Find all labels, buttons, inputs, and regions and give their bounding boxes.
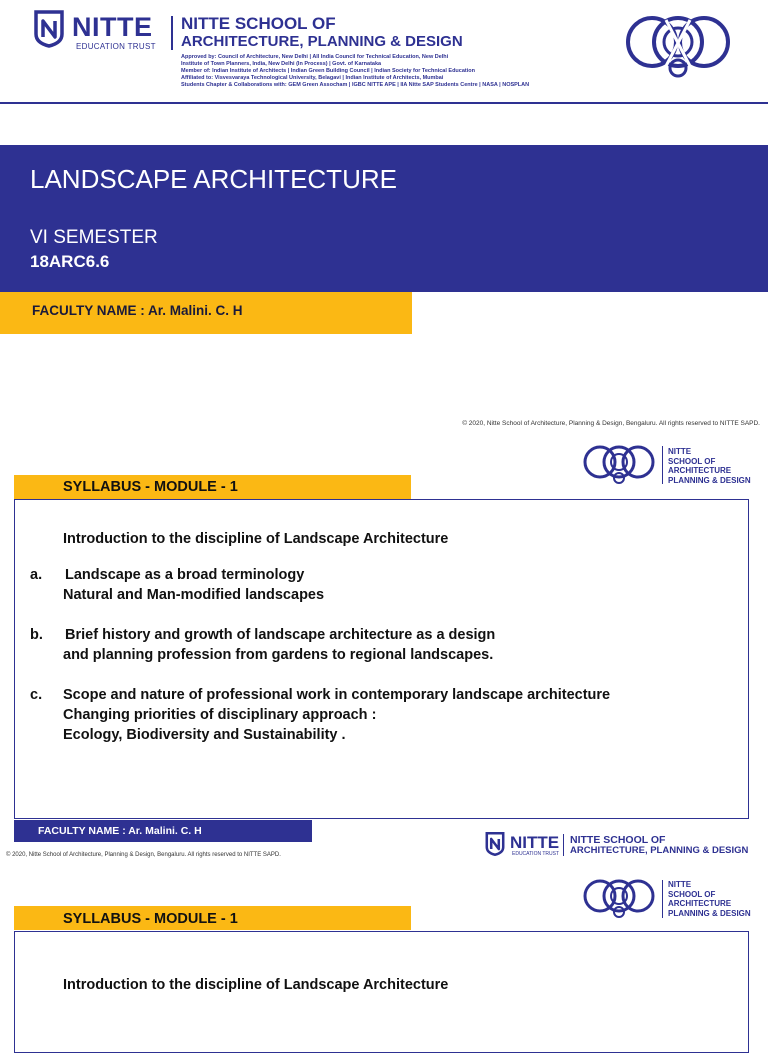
nitte-logo-wordmark: NITTE	[72, 12, 153, 42]
syllabus-intro: Introduction to the discipline of Landscape Architecture	[63, 977, 449, 993]
syllabus-item-line: and planning profession from gardens to regional landscapes.	[63, 647, 494, 663]
accreditation-line: Affiliated to: Visvesvaraya Technological University, Belagavi | Indian Institute of Architects, Mumbai	[181, 75, 444, 81]
school-name-line1: NITTE SCHOOL OF	[181, 14, 336, 33]
school-emblem-small-icon	[580, 874, 658, 922]
copyright-notice: © 2020, Nitte School of Architecture, Planning & Design, Bengaluru. All rights reserved to NITTE SAPD.	[462, 420, 760, 427]
item-marker: c.	[30, 687, 43, 703]
accreditation-line: Students Chapter & Collaborations with: GEM Green Assocham | IGBC NITTE APE | IIA Nitte SAP Students Centre | NASA | NOSPLAN	[181, 82, 530, 88]
item-marker: a.	[30, 567, 43, 583]
brand-divider	[662, 446, 663, 484]
accreditation-line: Member of: Indian Institute of Architects | Indian Green Building Council | Indian Society for Technical Education	[181, 68, 475, 74]
syllabus-item-line: Natural and Man-modified landscapes	[63, 587, 325, 603]
course-title: LANDSCAPE ARCHITECTURE	[30, 164, 397, 194]
mini-school-name: NITTE SCHOOL OF ARCHITECTURE PLANNING & DESIGN	[668, 880, 751, 918]
footer-logo-wordmark: NITTE	[510, 833, 560, 852]
accreditation-line: Institute of Town Planners, India, New Delhi (In Process) | Govt. of Karnataka	[181, 61, 382, 67]
mini-school-name: NITTE SCHOOL OF ARCHITECTURE PLANNING & DESIGN	[668, 447, 751, 485]
syllabus-item-line: Scope and nature of professional work in contemporary landscape architecture	[63, 687, 611, 703]
syllabus-item-line: Landscape as a broad terminology	[65, 567, 305, 583]
nitte-shield-logo-icon	[32, 10, 66, 48]
syllabus-intro: Introduction to the discipline of Landscape Architecture	[63, 531, 449, 547]
module-title: SYLLABUS - MODULE - 1	[63, 911, 238, 927]
syllabus-item-line: Ecology, Biodiversity and Sustainability .	[63, 727, 346, 743]
faculty-name: FACULTY NAME : Ar. Malini. C. H	[32, 303, 243, 318]
nitte-shield-small-icon	[484, 832, 506, 856]
accreditation-line: Approved by: Council of Architecture, New Delhi | All India Council for Technical Education, New Delhi	[181, 54, 449, 60]
footer-logo-subtitle: EDUCATION TRUST	[512, 851, 560, 857]
syllabus-item-line: Changing priorities of disciplinary approach :	[63, 707, 377, 723]
school-emblem-icon	[622, 6, 734, 86]
footer-divider	[563, 834, 564, 856]
syllabus-item-line: Brief history and growth of landscape architecture as a design	[65, 627, 496, 643]
footer-school-line1: NITTE SCHOOL OF	[570, 834, 666, 846]
header-divider	[171, 16, 173, 50]
item-marker: b.	[30, 627, 43, 643]
footer-school-line2: ARCHITECTURE, PLANNING & DESIGN	[570, 845, 749, 856]
header-rule	[0, 102, 768, 104]
faculty-name: FACULTY NAME : Ar. Malini. C. H	[38, 825, 202, 837]
module-title: SYLLABUS - MODULE - 1	[63, 479, 238, 495]
copyright-notice: © 2020, Nitte School of Architecture, Planning & Design, Bengaluru. All rights reserved to NITTE SAPD.	[6, 852, 281, 858]
school-name-line2: ARCHITECTURE, PLANNING & DESIGN	[181, 33, 463, 50]
brand-divider	[662, 880, 663, 918]
course-code: 18ARC6.6	[30, 252, 110, 271]
school-emblem-small-icon	[580, 440, 658, 488]
nitte-logo-subtitle: EDUCATION TRUST	[76, 42, 156, 51]
semester-label: VI SEMESTER	[30, 227, 158, 248]
